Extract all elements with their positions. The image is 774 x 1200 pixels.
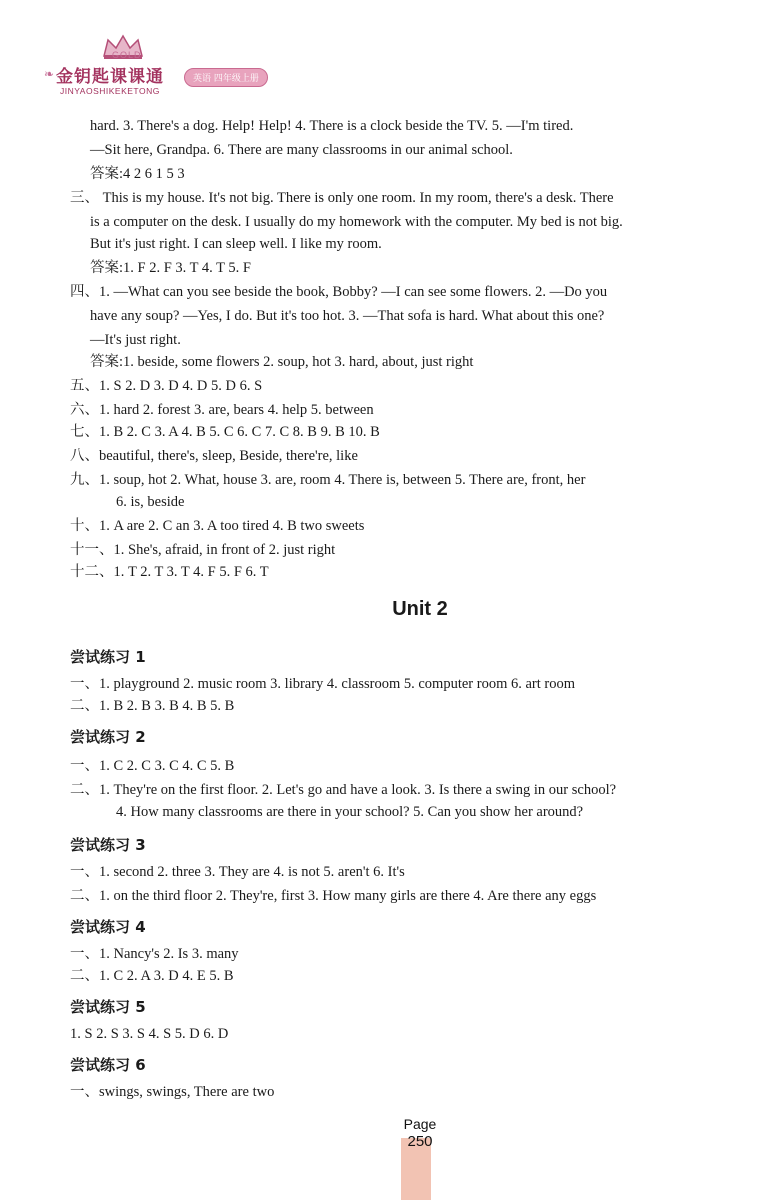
- answer-line: 十一、1. She's, afraid, in front of 2. just right: [70, 542, 336, 558]
- section-title: 尝试练习 6: [70, 1056, 146, 1074]
- section-title: 尝试练习 1: [70, 648, 146, 666]
- answer-line: 4. How many classrooms are there in your school? 5. Can you show her around?: [116, 804, 584, 820]
- answer-line: 五、1. S 2. D 3. D 4. D 5. D 6. S: [70, 378, 263, 394]
- answer-line: 十二、1. T 2. T 3. T 4. F 5. F 6. T: [70, 564, 269, 580]
- answer-line: have any soup? —Yes, I do. But it's too hot. 3. —That sofa is hard. What about this one?: [90, 308, 605, 324]
- answer-line: 一、1. Nancy's 2. Is 3. many: [70, 946, 239, 962]
- answer-line: 二、1. on the third floor 2. They're, first 3. How many girls are there 4. Are there any eggs: [70, 888, 597, 904]
- answer-line: —Sit here, Grandpa. 6. There are many classrooms in our animal school.: [90, 142, 513, 158]
- answer-line: 二、1. B 2. B 3. B 4. B 5. B: [70, 698, 235, 714]
- page-label: Page: [403, 1116, 437, 1132]
- answer-line: 七、1. B 2. C 3. A 4. B 5. C 6. C 7. C 8. B 9. B 10. B: [70, 424, 380, 440]
- grade-badge: 英语 四年级上册: [184, 68, 268, 87]
- brand-gold: GOLD: [112, 50, 142, 60]
- answer-line: 四、1. —What can you see beside the book, Bobby? —I can see some flowers. 2. —Do you: [70, 284, 608, 300]
- brand-subtitle: JINYAOSHIKEKETONG: [60, 86, 160, 96]
- answer-line: 一、swings, swings, There are two: [70, 1084, 275, 1100]
- unit-title: Unit 2: [392, 598, 448, 620]
- answer-line: —It's just right.: [90, 332, 181, 348]
- brand-title: 金钥匙课课通: [56, 67, 164, 87]
- answer-line: 一、1. C 2. C 3. C 4. C 5. B: [70, 758, 235, 774]
- answer-line: hard. 3. There's a dog. Help! Help! 4. There is a clock beside the TV. 5. —I'm tired.: [90, 118, 574, 134]
- section-title: 尝试练习 2: [70, 728, 146, 746]
- answer-line: is a computer on the desk. I usually do my homework with the computer. My bed is not big.: [90, 214, 623, 230]
- answer-line: 一、1. second 2. three 3. They are 4. is not 5. aren't 6. It's: [70, 864, 405, 880]
- section-title: 尝试练习 3: [70, 836, 146, 854]
- answer-line: 1. S 2. S 3. S 4. S 5. D 6. D: [70, 1026, 229, 1042]
- section-title: 尝试练习 5: [70, 998, 146, 1016]
- answer-line: 十、1. A are 2. C an 3. A too tired 4. B two sweets: [70, 518, 365, 534]
- answer-line: 答案:4 2 6 1 5 3: [90, 166, 185, 182]
- page-number: 250: [407, 1133, 433, 1150]
- answer-line: 八、beautiful, there's, sleep, Beside, there're, like: [70, 448, 358, 464]
- answer-line: 答案:1. beside, some flowers 2. soup, hot 3. hard, about, just right: [90, 354, 474, 370]
- answer-line: 三、 This is my house. It's not big. There is only one room. In my room, there's a desk. There: [70, 190, 614, 206]
- ornament-left-icon: ❧: [44, 67, 55, 81]
- answer-line: 二、1. They're on the first floor. 2. Let's go and have a look. 3. Is there a swing in our school?: [70, 782, 617, 798]
- answer-line: 六、1. hard 2. forest 3. are, bears 4. help 5. between: [70, 402, 374, 418]
- brand-header: [42, 30, 272, 100]
- answer-line: 九、1. soup, hot 2. What, house 3. are, room 4. There is, between 5. There are, front, her: [70, 472, 586, 488]
- answer-line: But it's just right. I can sleep well. I like my room.: [90, 236, 382, 252]
- answer-line: 6. is, beside: [116, 494, 185, 510]
- answer-line: 一、1. playground 2. music room 3. library 4. classroom 5. computer room 6. art room: [70, 676, 575, 692]
- answer-line: 答案:1. F 2. F 3. T 4. T 5. F: [90, 260, 251, 276]
- answer-line: 二、1. C 2. A 3. D 4. E 5. B: [70, 968, 234, 984]
- section-title: 尝试练习 4: [70, 918, 146, 936]
